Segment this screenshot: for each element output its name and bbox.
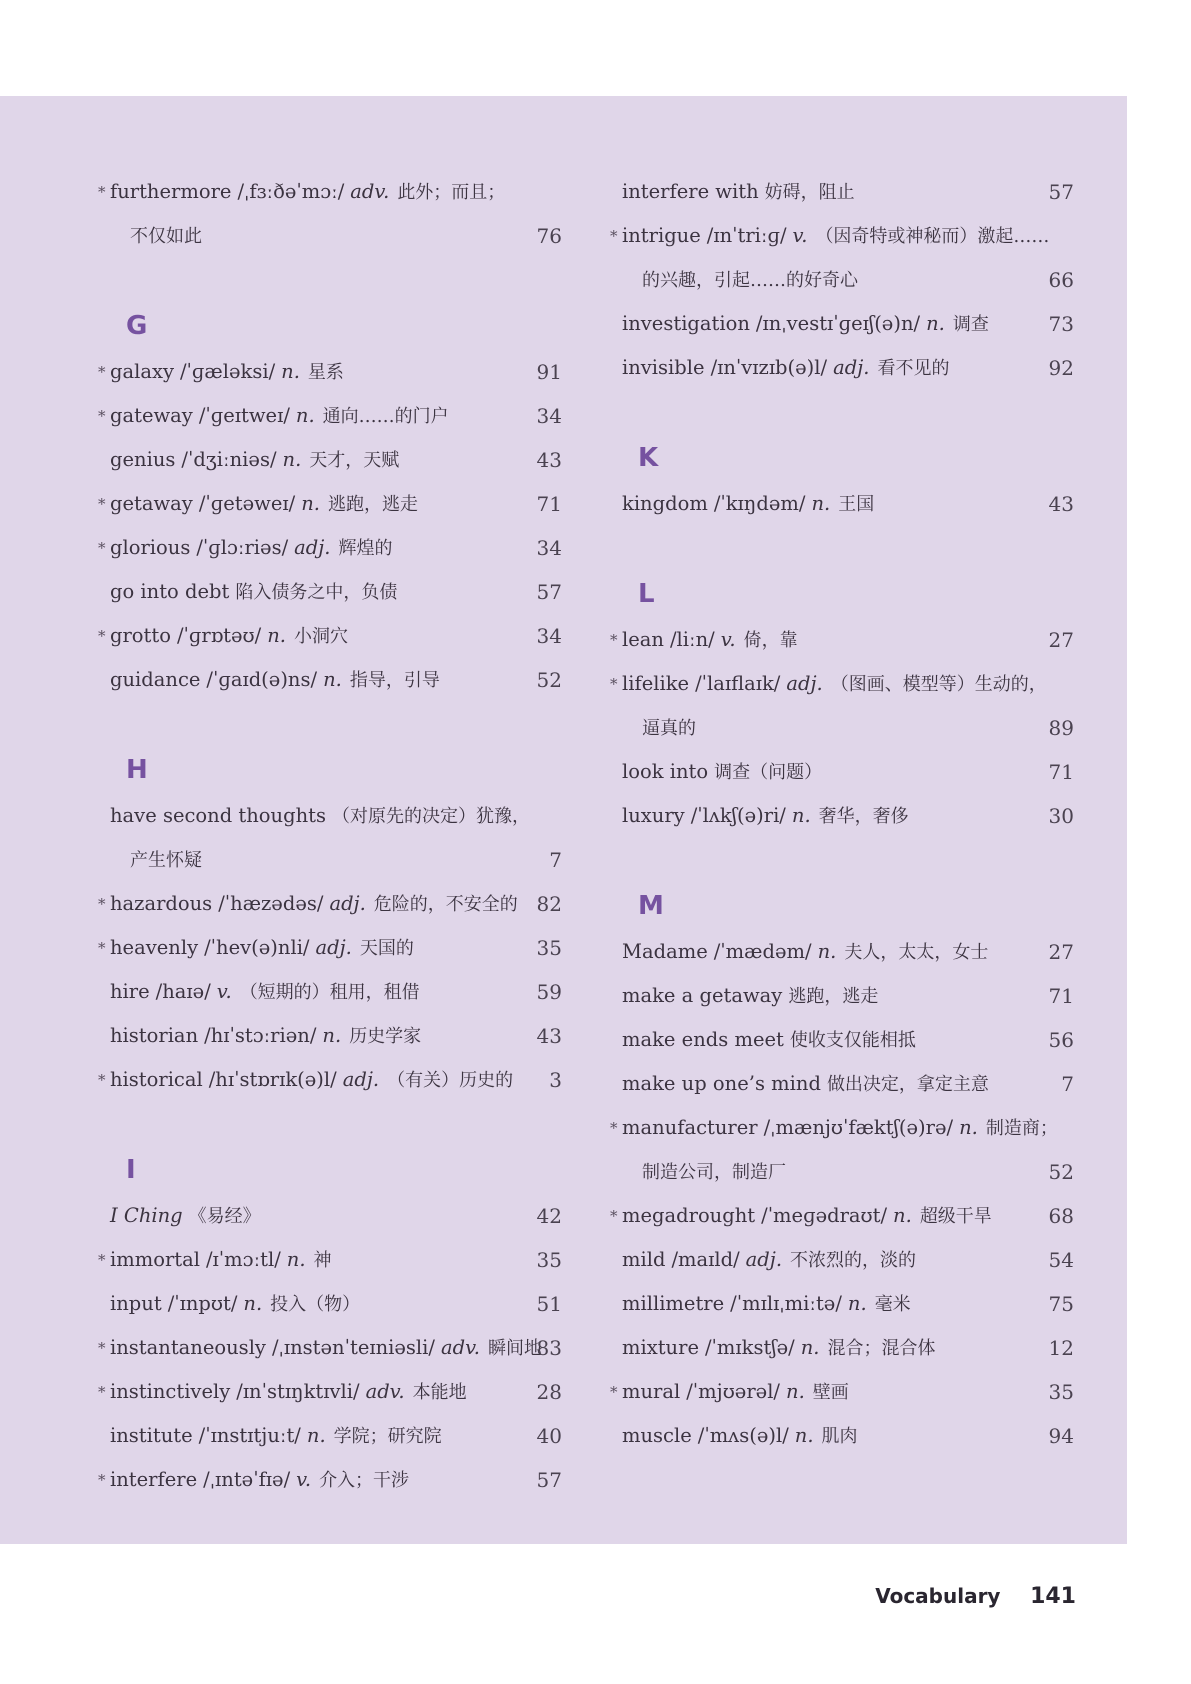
glossary-entry <box>110 658 562 702</box>
entry-part-of-speech: n. <box>281 360 300 383</box>
entry-headword: manufacturer <box>622 1116 758 1139</box>
glossary-entry <box>610 662 1074 706</box>
entry-page-number: 59 <box>536 980 562 1004</box>
entry-part-of-speech: adv. <box>350 180 390 203</box>
glossary-entry <box>110 1014 562 1058</box>
entry-headword: grotto <box>110 624 171 647</box>
key-word-star-icon: * <box>610 1383 618 1401</box>
entry-headword: I Ching <box>110 1204 183 1227</box>
entry-definition: 小洞穴 <box>294 626 348 647</box>
page-footer <box>875 1584 1076 1609</box>
entry-definition: 看不见的 <box>877 358 950 379</box>
entry-page-number: 3 <box>549 1068 562 1092</box>
entry-definition: 神 <box>313 1250 332 1271</box>
entry-page-number: 91 <box>536 360 562 384</box>
entry-page-number: 57 <box>536 580 562 604</box>
entry-headword: intrigue <box>622 224 701 247</box>
entry-definition: 制造公司，制造厂 <box>642 1162 786 1183</box>
key-word-star-icon: * <box>98 539 106 557</box>
section-letter-heading: H <box>126 755 148 785</box>
entry-phonetic: /ɪnˈvɪzɪb(ə)l/ <box>710 356 828 379</box>
entry-phonetic: /ˌfɜːðəˈmɔː/ <box>237 180 345 203</box>
entry-definition: 王国 <box>838 494 875 515</box>
entry-headword: Madame <box>622 940 708 963</box>
entry-phonetic: /ˈkɪŋdəm/ <box>713 492 806 515</box>
entry-definition: 天才，天赋 <box>309 450 400 471</box>
entry-definition: 陷入债务之中，负债 <box>235 582 398 603</box>
entry-page-number: 7 <box>549 848 562 872</box>
entry-phonetic: /ˈɡlɔːriəs/ <box>196 536 289 559</box>
entry-part-of-speech: adj. <box>342 1068 380 1091</box>
key-word-star-icon: * <box>610 1207 618 1225</box>
entry-definition: （对原先的决定）犹豫， <box>331 806 530 827</box>
entry-definition: 辉煌的 <box>338 538 393 559</box>
entry-phonetic: /ɪnˈstɪŋktɪvli/ <box>236 1380 360 1403</box>
glossary-entry <box>622 974 1074 1018</box>
entry-definition: 学院；研究院 <box>333 1426 442 1447</box>
entry-part-of-speech: n. <box>306 1424 326 1447</box>
entry-headword: hazardous <box>110 892 213 915</box>
entry-definition: 不浓烈的，淡的 <box>790 1250 917 1271</box>
entry-headword: have second thoughts <box>110 804 326 827</box>
entry-page-number: 40 <box>536 1424 562 1448</box>
entry-phonetic: /ˈɡeɪtweɪ/ <box>198 404 290 427</box>
glossary-entry <box>610 1370 1074 1414</box>
entry-continuation <box>110 838 562 882</box>
entry-headword: mild <box>622 1248 666 1271</box>
glossary-entry <box>98 1458 562 1502</box>
glossary-column-right <box>610 170 1074 1458</box>
section-letter-heading: M <box>638 891 664 921</box>
section-gap <box>622 390 1074 434</box>
entry-part-of-speech: v. <box>792 224 808 247</box>
glossary-entry <box>610 1106 1074 1150</box>
glossary-entry <box>622 1282 1074 1326</box>
entry-headword: input <box>110 1292 162 1315</box>
entry-phonetic: /ˈmjʊərəl/ <box>686 1380 781 1403</box>
entry-phonetic: /ˈdʒiːniəs/ <box>181 448 277 471</box>
key-word-star-icon: * <box>610 675 618 693</box>
glossary-entry <box>98 394 562 438</box>
entry-definition: 逃跑，逃走 <box>327 494 418 515</box>
entry-part-of-speech: adj. <box>294 536 331 559</box>
glossary-entry <box>622 1238 1074 1282</box>
entry-page-number: 27 <box>1048 628 1074 652</box>
entry-page-number: 34 <box>536 624 562 648</box>
entry-part-of-speech: adj. <box>786 672 823 695</box>
entry-page-number: 75 <box>1048 1292 1074 1316</box>
entry-phonetic: /ˌmænjʊˈfæktʃ(ə)rə/ <box>763 1116 954 1139</box>
key-word-star-icon: * <box>610 227 618 245</box>
entry-page-number: 42 <box>536 1204 562 1228</box>
entry-definition: （有关）历史的 <box>387 1070 514 1091</box>
entry-part-of-speech: n. <box>786 1380 805 1403</box>
entry-definition: （图画、模型等）生动的， <box>830 674 1047 695</box>
entry-page-number: 35 <box>1048 1380 1074 1404</box>
entry-page-number: 27 <box>1048 940 1074 964</box>
glossary-column-left <box>98 170 562 1502</box>
entry-definition: 投入（物） <box>270 1294 361 1315</box>
entry-page-number: 57 <box>536 1468 562 1492</box>
entry-phonetic: /ˈlaɪflaɪk/ <box>695 672 781 695</box>
key-word-star-icon: * <box>98 495 106 513</box>
key-word-star-icon: * <box>98 895 106 913</box>
entry-part-of-speech: adj. <box>315 936 352 959</box>
entry-page-number: 94 <box>1048 1424 1074 1448</box>
entry-definition: 此外；而且； <box>397 182 506 203</box>
entry-part-of-speech: n. <box>282 448 302 471</box>
glossary-entry <box>622 482 1074 526</box>
entry-phonetic: /liːn/ <box>669 628 715 651</box>
entry-part-of-speech: adv. <box>365 1380 405 1403</box>
footer-section-label: Vocabulary <box>875 1584 1001 1608</box>
entry-headword: megadrought <box>622 1204 756 1227</box>
glossary-entry <box>98 1326 562 1370</box>
glossary-entry <box>110 570 562 614</box>
key-word-star-icon: * <box>98 627 106 645</box>
entry-definition: 产生怀疑 <box>130 850 202 871</box>
key-word-star-icon: * <box>610 1119 618 1137</box>
entry-headword: galaxy <box>110 360 174 383</box>
glossary-entry <box>622 302 1074 346</box>
entry-page-number: 73 <box>1048 312 1074 336</box>
entry-headword: lifelike <box>622 672 690 695</box>
entry-part-of-speech: n. <box>323 668 342 691</box>
entry-phonetic: /ˈɪnpʊt/ <box>167 1292 238 1315</box>
entry-headword: make up one’s mind <box>622 1072 821 1095</box>
entry-part-of-speech: n. <box>295 404 315 427</box>
entry-definition: 《易经》 <box>188 1206 261 1227</box>
entry-phonetic: /haɪə/ <box>155 980 211 1003</box>
entry-page-number: 52 <box>1048 1160 1074 1184</box>
entry-page-number: 28 <box>536 1380 562 1404</box>
entry-phonetic: /ˈmædəm/ <box>713 940 812 963</box>
glossary-entry <box>622 1018 1074 1062</box>
key-word-star-icon: * <box>98 1339 106 1357</box>
entry-definition: 超级干旱 <box>919 1206 992 1227</box>
entry-definition: 历史学家 <box>349 1026 422 1047</box>
entry-part-of-speech: n. <box>926 312 945 335</box>
entry-page-number: 35 <box>536 936 562 960</box>
entry-part-of-speech: adj. <box>329 892 366 915</box>
section-gap <box>622 526 1074 570</box>
entry-page-number: 52 <box>536 668 562 692</box>
entry-definition: 不仅如此 <box>130 226 202 247</box>
entry-headword: make ends meet <box>622 1028 784 1051</box>
entry-part-of-speech: n. <box>847 1292 867 1315</box>
entry-definition: 调查（问题） <box>714 762 823 783</box>
entry-part-of-speech: adv. <box>440 1336 480 1359</box>
entry-page-number: 54 <box>1048 1248 1074 1272</box>
entry-definition: 妨碍，阻止 <box>764 182 855 203</box>
entry-definition: 做出决定，拿定主意 <box>826 1074 989 1095</box>
glossary-entry <box>98 1370 562 1414</box>
entry-page-number: 83 <box>536 1336 562 1360</box>
entry-part-of-speech: n. <box>811 492 831 515</box>
glossary-entry <box>622 1062 1074 1106</box>
entry-definition: 壁画 <box>812 1382 849 1403</box>
entry-definition: 瞬间地 <box>488 1338 542 1359</box>
glossary-entry <box>610 214 1074 258</box>
section-letter-heading: G <box>126 311 148 341</box>
key-word-star-icon: * <box>98 183 106 201</box>
key-word-star-icon: * <box>98 407 106 425</box>
section-gap <box>110 1102 562 1146</box>
entry-part-of-speech: n. <box>800 1336 820 1359</box>
entry-headword: look into <box>622 760 709 783</box>
glossary-entry <box>610 618 1074 662</box>
entry-headword: mixture <box>622 1336 699 1359</box>
entry-part-of-speech: v. <box>720 628 736 651</box>
entry-page-number: 66 <box>1048 268 1074 292</box>
entry-headword: invisible <box>622 356 705 379</box>
entry-headword: investigation <box>622 312 750 335</box>
entry-page-number: 7 <box>1061 1072 1074 1096</box>
glossary-entry <box>622 1326 1074 1370</box>
key-word-star-icon: * <box>98 1251 106 1269</box>
glossary-entry <box>98 614 562 658</box>
entry-headword: mural <box>622 1380 681 1403</box>
entry-headword: getaway <box>110 492 193 515</box>
entry-definition: 倚，靠 <box>743 630 798 651</box>
entry-phonetic: /ɪnˌvestɪˈɡeɪʃ(ə)n/ <box>755 312 921 335</box>
entry-definition: 夫人，太太，女士 <box>844 942 989 963</box>
entry-headword: gateway <box>110 404 193 427</box>
entry-definition: 使收支仅能相抵 <box>789 1030 916 1051</box>
entry-definition: 混合；混合体 <box>827 1338 936 1359</box>
entry-headword: interfere with <box>622 180 759 203</box>
glossary-entry <box>98 926 562 970</box>
entry-page-number: 57 <box>1048 180 1074 204</box>
entry-page-number: 51 <box>536 1292 562 1316</box>
entry-definition: 介入；干涉 <box>319 1470 410 1491</box>
entry-page-number: 30 <box>1048 804 1074 828</box>
entry-headword: millimetre <box>622 1292 725 1315</box>
entry-page-number: 34 <box>536 536 562 560</box>
glossary-entry <box>110 1194 562 1238</box>
entry-headword: kingdom <box>622 492 708 515</box>
section-letter-heading: K <box>638 443 659 473</box>
entry-continuation <box>622 1150 1074 1194</box>
entry-phonetic: /ˈhev(ə)nli/ <box>204 936 310 959</box>
glossary-entry <box>110 1282 562 1326</box>
entry-phonetic: /ˈhæzədəs/ <box>218 892 324 915</box>
entry-part-of-speech: n. <box>959 1116 978 1139</box>
entry-definition: 奢华，奢侈 <box>818 806 909 827</box>
entry-part-of-speech: n. <box>243 1292 263 1315</box>
glossary-entry <box>622 170 1074 214</box>
entry-definition: 制造商； <box>985 1118 1058 1139</box>
entry-definition: 本能地 <box>412 1382 467 1403</box>
entry-definition: 毫米 <box>874 1294 911 1315</box>
entry-phonetic: /ɪnˈtriːɡ/ <box>706 224 787 247</box>
entry-page-number: 71 <box>536 492 562 516</box>
entry-part-of-speech: adj. <box>745 1248 783 1271</box>
glossary-entry <box>110 970 562 1014</box>
entry-definition: （短期的）租用，租借 <box>239 982 420 1003</box>
entry-definition: 指导，引导 <box>349 670 440 691</box>
entry-part-of-speech: n. <box>794 1424 814 1447</box>
section-letter-heading: I <box>126 1155 136 1185</box>
entry-page-number: 43 <box>1048 492 1074 516</box>
entry-part-of-speech: n. <box>322 1024 342 1047</box>
section-letter-heading: L <box>638 579 655 609</box>
entry-headword: historical <box>110 1068 203 1091</box>
key-word-star-icon: * <box>610 631 618 649</box>
entry-phonetic: /hɪˈstɔːriən/ <box>204 1024 317 1047</box>
entry-page-number: 71 <box>1048 984 1074 1008</box>
glossary-entry <box>110 1414 562 1458</box>
entry-headword: genius <box>110 448 176 471</box>
entry-page-number: 82 <box>536 892 562 916</box>
entry-continuation <box>622 706 1074 750</box>
entry-phonetic: /ˈmɪlɪˌmiːtə/ <box>730 1292 842 1315</box>
entry-phonetic: /hɪˈstɒrɪk(ə)l/ <box>208 1068 337 1091</box>
entry-page-number: 43 <box>536 1024 562 1048</box>
entry-part-of-speech: v. <box>296 1468 312 1491</box>
page-number: 141 <box>1030 1584 1076 1609</box>
entry-part-of-speech: n. <box>791 804 811 827</box>
entry-phonetic: /ˈɡæləksi/ <box>179 360 276 383</box>
glossary-entry <box>622 346 1074 390</box>
entry-headword: instantaneously <box>110 1336 266 1359</box>
entry-headword: interfere <box>110 1468 198 1491</box>
entry-page-number: 56 <box>1048 1028 1074 1052</box>
glossary-entry <box>98 526 562 570</box>
entry-definition: 天国的 <box>359 938 414 959</box>
entry-definition: 危险的，不安全的 <box>373 894 518 915</box>
section-gap <box>110 702 562 746</box>
glossary-entry <box>622 794 1074 838</box>
entry-headword: hire <box>110 980 150 1003</box>
entry-definition: 逃跑，逃走 <box>788 986 879 1007</box>
entry-page-number: 35 <box>536 1248 562 1272</box>
entry-headword: immortal <box>110 1248 200 1271</box>
glossary-entry <box>610 1194 1074 1238</box>
glossary-entry <box>98 170 562 214</box>
entry-headword: guidance <box>110 668 201 691</box>
entry-headword: go into debt <box>110 580 230 603</box>
entry-page-number: 76 <box>536 224 562 248</box>
entry-page-number: 34 <box>536 404 562 428</box>
entry-page-number: 71 <box>1048 760 1074 784</box>
entry-continuation <box>110 214 562 258</box>
entry-page-number: 43 <box>536 448 562 472</box>
glossary-entry <box>98 350 562 394</box>
entry-headword: institute <box>110 1424 193 1447</box>
entry-phonetic: /ˈmeɡədraʊt/ <box>761 1204 888 1227</box>
entry-continuation <box>622 258 1074 302</box>
entry-definition: 星系 <box>307 362 344 383</box>
key-word-star-icon: * <box>98 363 106 381</box>
entry-headword: heavenly <box>110 936 199 959</box>
entry-page-number: 12 <box>1048 1336 1074 1360</box>
glossary-entry <box>622 930 1074 974</box>
entry-phonetic: /ˈɪnstɪtjuːt/ <box>198 1424 301 1447</box>
entry-part-of-speech: n. <box>817 940 837 963</box>
entry-phonetic: /ˈlʌkʃ(ə)ri/ <box>690 804 786 827</box>
key-word-star-icon: * <box>98 1383 106 1401</box>
key-word-star-icon: * <box>98 939 106 957</box>
entry-part-of-speech: n. <box>267 624 286 647</box>
entry-definition: 通向……的门户 <box>322 406 449 427</box>
entry-phonetic: /ˌɪntəˈfɪə/ <box>203 1468 291 1491</box>
glossary-entry <box>622 1414 1074 1458</box>
entry-definition: 调查 <box>952 314 989 335</box>
key-word-star-icon: * <box>98 1071 106 1089</box>
entry-page-number: 68 <box>1048 1204 1074 1228</box>
section-gap <box>622 838 1074 882</box>
glossary-entry <box>110 794 562 838</box>
entry-part-of-speech: adj. <box>833 356 870 379</box>
entry-part-of-speech: n. <box>301 492 320 515</box>
entry-phonetic: /ɪˈmɔːtl/ <box>205 1248 281 1271</box>
entry-part-of-speech: n. <box>286 1248 306 1271</box>
glossary-entry <box>98 882 562 926</box>
entry-definition: 逼真的 <box>642 718 696 739</box>
entry-headword: instinctively <box>110 1380 231 1403</box>
entry-phonetic: /ˈmɪkstʃə/ <box>704 1336 795 1359</box>
glossary-entry <box>98 1058 562 1102</box>
entry-headword: lean <box>622 628 664 651</box>
entry-definition: 肌肉 <box>821 1426 858 1447</box>
entry-definition: 的兴趣，引起……的好奇心 <box>642 270 858 291</box>
glossary-entry <box>110 438 562 482</box>
entry-part-of-speech: v. <box>216 980 232 1003</box>
entry-phonetic: /ˈɡrɒtəʊ/ <box>176 624 262 647</box>
glossary-entry <box>622 750 1074 794</box>
entry-phonetic: /ˈɡaɪd(ə)ns/ <box>206 668 318 691</box>
key-word-star-icon: * <box>98 1471 106 1489</box>
section-gap <box>110 258 562 302</box>
entry-phonetic: /ˌɪnstənˈteɪniəsli/ <box>271 1336 435 1359</box>
entry-headword: historian <box>110 1024 199 1047</box>
entry-definition: （因奇特或神秘而）激起…… <box>815 226 1050 247</box>
entry-headword: luxury <box>622 804 685 827</box>
glossary-entry <box>98 1238 562 1282</box>
entry-phonetic: /ˈmʌs(ə)l/ <box>697 1424 789 1447</box>
entry-page-number: 92 <box>1048 356 1074 380</box>
entry-phonetic: /ˈɡetəweɪ/ <box>198 492 296 515</box>
entry-headword: furthermore <box>110 180 232 203</box>
glossary-entry <box>98 482 562 526</box>
entry-page-number: 89 <box>1048 716 1074 740</box>
entry-part-of-speech: n. <box>893 1204 912 1227</box>
entry-headword: make a getaway <box>622 984 783 1007</box>
entry-phonetic: /maɪld/ <box>671 1248 740 1271</box>
entry-headword: glorious <box>110 536 191 559</box>
entry-headword: muscle <box>622 1424 692 1447</box>
